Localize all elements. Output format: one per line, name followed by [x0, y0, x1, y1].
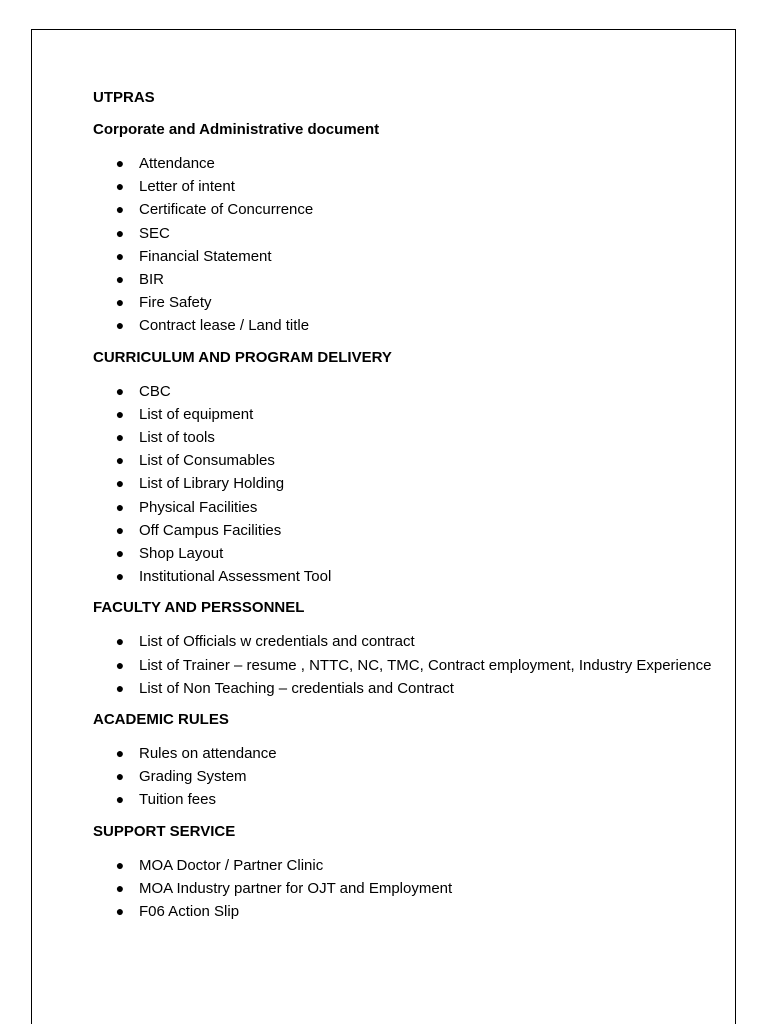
list-item [93, 677, 713, 700]
bullet-list [93, 630, 713, 700]
bullet-icon: ● [115, 475, 125, 492]
list-item-text: Certificate of Concurrence [139, 201, 314, 219]
list-item-text: List of Trainer – resume , NTTC, NC, TMC, Contract employment, Industry Experience [139, 656, 712, 674]
list-item-text: Letter of intent [139, 178, 235, 196]
list-item [93, 175, 713, 198]
document-title: UTPRAS [93, 89, 155, 106]
list-item [93, 472, 713, 495]
section-faculty-personnel [93, 598, 713, 700]
list-item-text: List of equipment [139, 405, 254, 423]
bullet-icon: ● [115, 317, 125, 334]
list-item-text: Tuition fees [139, 791, 216, 809]
list-item [93, 496, 713, 519]
bullet-icon: ● [115, 452, 125, 469]
bullet-list [93, 380, 713, 589]
bullet-icon: ● [115, 155, 125, 171]
document-content [93, 88, 713, 933]
list-item-text: BIR [139, 271, 165, 289]
bullet-list [93, 152, 713, 338]
list-item [93, 291, 713, 314]
list-item-text: Shop Layout [139, 545, 224, 563]
list-item [93, 426, 713, 449]
list-item-text: CBC [139, 382, 171, 400]
bullet-icon: ● [115, 856, 125, 873]
bullet-icon: ● [115, 247, 125, 264]
bullet-icon: ● [115, 768, 125, 785]
list-item [93, 152, 713, 175]
list-item [93, 519, 713, 542]
list-item-text: F06 Action Slip [139, 903, 240, 921]
list-item-text: List of Library Holding [139, 475, 285, 493]
bullet-icon: ● [115, 568, 125, 585]
list-item-text: Attendance [139, 155, 215, 172]
list-item-text: List of Non Teaching – credentials and Contract [139, 679, 454, 697]
list-item-text: Rules on attendance [139, 745, 277, 763]
list-item [93, 222, 713, 245]
bullet-icon: ● [115, 178, 125, 195]
bullet-icon: ● [115, 903, 125, 920]
bullet-icon: ● [115, 791, 125, 808]
list-item [93, 788, 713, 811]
section-heading: FACULTY AND PERSSONNEL [93, 599, 305, 617]
list-item [93, 314, 713, 337]
list-item [93, 742, 713, 765]
bullet-icon: ● [115, 745, 125, 762]
list-item [93, 654, 713, 677]
list-item-text: List of Consumables [139, 452, 275, 470]
list-item [93, 245, 713, 268]
list-item [93, 268, 713, 291]
bullet-icon: ● [115, 679, 125, 696]
list-item [93, 198, 713, 221]
bullet-icon: ● [115, 633, 125, 650]
list-item-text: Contract lease / Land title [139, 317, 310, 335]
list-item-text: List of Officials w credentials and contract [139, 633, 415, 651]
section-heading: ACADEMIC RULES [93, 711, 229, 729]
bullet-icon: ● [115, 879, 125, 896]
list-item-text: Fire Safety [139, 294, 212, 312]
list-item-text: Physical Facilities [139, 498, 258, 516]
list-item-text: MOA Doctor / Partner Clinic [139, 856, 324, 874]
section-corporate-admin [93, 120, 713, 338]
bullet-icon: ● [115, 271, 125, 288]
list-item-text: Financial Statement [139, 247, 272, 265]
list-item [93, 877, 713, 900]
list-item-text: Grading System [139, 768, 247, 786]
bullet-icon: ● [115, 224, 125, 241]
section-curriculum [93, 348, 713, 589]
section-support-service [93, 822, 713, 924]
list-item [93, 565, 713, 588]
section-heading: CURRICULUM AND PROGRAM DELIVERY [93, 348, 392, 366]
bullet-icon: ● [115, 429, 125, 446]
list-item [93, 765, 713, 788]
list-item [93, 900, 713, 923]
list-item [93, 542, 713, 565]
bullet-icon: ● [115, 545, 125, 562]
section-academic-rules [93, 710, 713, 812]
section-heading: SUPPORT SERVICE [93, 822, 236, 840]
list-item [93, 854, 713, 877]
list-item-text: Off Campus Facilities [139, 521, 282, 539]
list-item-text: MOA Industry partner for OJT and Employment [139, 879, 453, 897]
bullet-icon: ● [115, 382, 125, 399]
bullet-icon: ● [115, 405, 125, 422]
list-item-text: Institutional Assessment Tool [139, 568, 332, 586]
bullet-icon: ● [115, 294, 125, 311]
bullet-icon: ● [115, 656, 125, 673]
list-item [93, 403, 713, 426]
list-item [93, 449, 713, 472]
list-item-text: SEC [139, 224, 170, 242]
section-heading: Corporate and Administrative document [93, 121, 380, 138]
bullet-list [93, 854, 713, 924]
list-item [93, 630, 713, 653]
list-item-text: List of tools [139, 429, 215, 447]
bullet-icon: ● [115, 201, 125, 218]
bullet-icon: ● [115, 521, 125, 538]
bullet-icon: ● [115, 498, 125, 515]
bullet-list [93, 742, 713, 812]
list-item [93, 380, 713, 403]
